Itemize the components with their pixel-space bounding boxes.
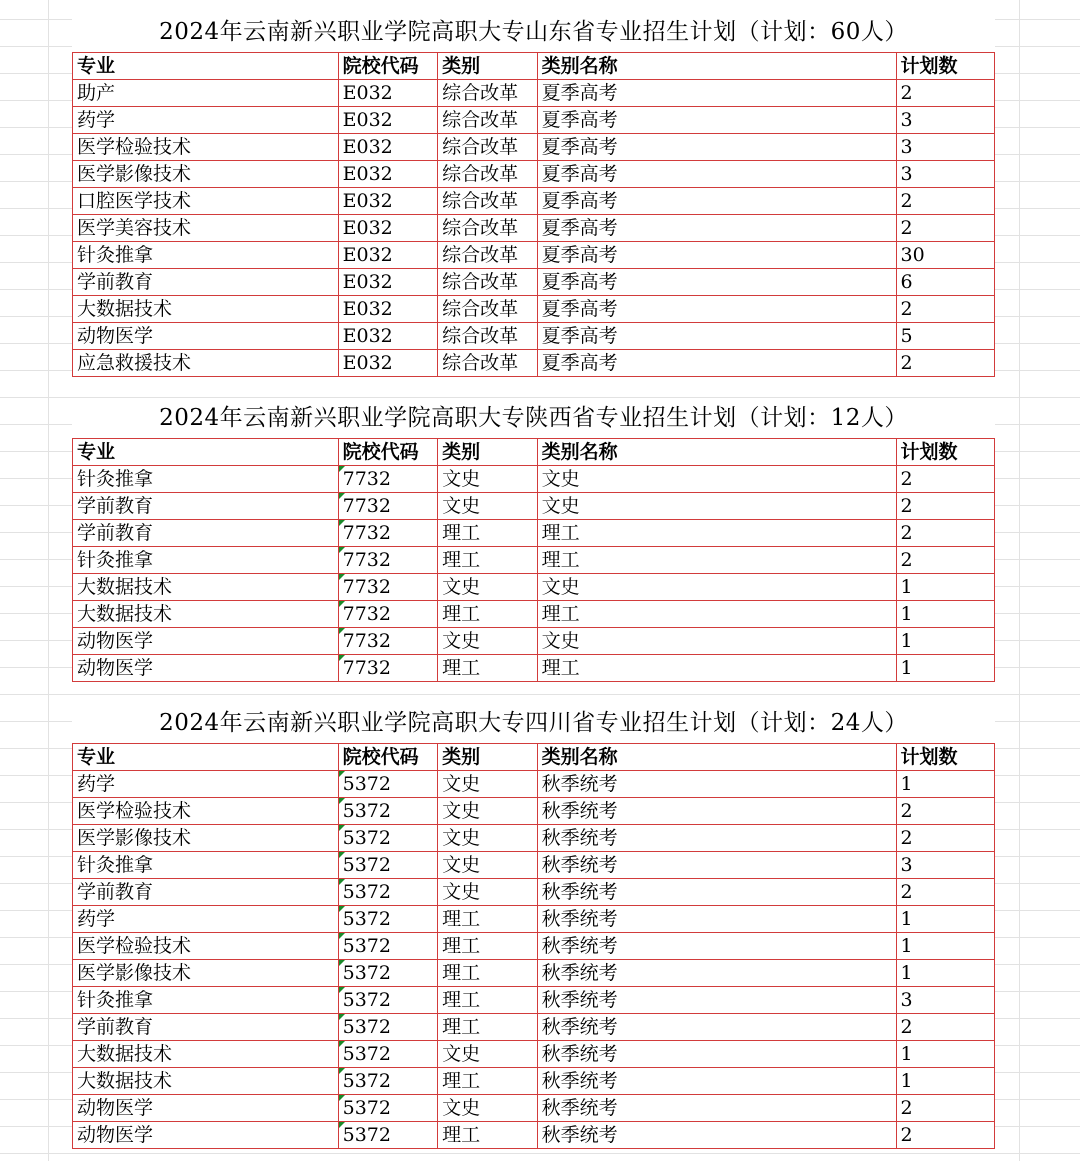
cell-code[interactable]: 5372 [338,771,437,798]
cell-code[interactable]: E032 [338,296,437,323]
cell-category[interactable]: 综合改革 [438,323,537,350]
cell-code[interactable]: E032 [338,80,437,107]
cell-code[interactable]: 5372 [338,933,437,960]
cell-category-name[interactable]: 夏季高考 [537,161,896,188]
cell-category-name[interactable]: 理工 [537,601,896,628]
table-row [73,906,995,933]
cell-count[interactable]: 1 [896,628,994,655]
cell-count[interactable]: 1 [896,960,994,987]
cell-count[interactable]: 2 [896,825,994,852]
table-row [73,628,995,655]
cell-count[interactable]: 2 [896,798,994,825]
cell-category-name[interactable]: 夏季高考 [537,80,896,107]
header-category[interactable]: 类别 [438,744,537,771]
cell-major[interactable]: 医学影像技术 [73,960,339,987]
grid-line [1019,0,1020,1161]
cell-category[interactable]: 理工 [438,1068,537,1095]
cell-category-name[interactable]: 理工 [537,547,896,574]
cell-code[interactable]: 7732 [338,520,437,547]
header-row [73,53,995,80]
table-row [73,242,995,269]
cell-count[interactable]: 2 [896,1095,994,1122]
table-row [73,574,995,601]
cell-category-name[interactable]: 秋季统考 [537,771,896,798]
cell-category[interactable]: 理工 [438,547,537,574]
table-row [73,161,995,188]
cell-count[interactable]: 2 [896,520,994,547]
cell-category[interactable]: 理工 [438,1014,537,1041]
cell-count[interactable]: 2 [896,296,994,323]
cell-category[interactable]: 综合改革 [438,296,537,323]
cell-code[interactable]: 5372 [338,1122,437,1149]
cell-category[interactable]: 文史 [438,1095,537,1122]
cell-category[interactable]: 文史 [438,798,537,825]
cell-category-name[interactable]: 夏季高考 [537,215,896,242]
table-row [73,933,995,960]
cell-category-name[interactable]: 秋季统考 [537,879,896,906]
cell-category-name[interactable]: 秋季统考 [537,1122,896,1149]
cell-category-name[interactable]: 夏季高考 [537,188,896,215]
cell-category[interactable]: 文史 [438,466,537,493]
cell-major[interactable]: 学前教育 [73,269,339,296]
cell-category[interactable]: 理工 [438,1122,537,1149]
header-major[interactable]: 专业 [73,744,339,771]
cell-code[interactable]: 7732 [338,574,437,601]
cell-major[interactable]: 动物医学 [73,628,339,655]
cell-code[interactable]: E032 [338,134,437,161]
cell-major[interactable]: 针灸推拿 [73,852,339,879]
cell-count[interactable]: 30 [896,242,994,269]
cell-category-name[interactable]: 文史 [537,628,896,655]
table-row [73,296,995,323]
table-row [73,350,995,377]
cell-category-name[interactable]: 秋季统考 [537,906,896,933]
cell-major[interactable]: 大数据技术 [73,1068,339,1095]
cell-category[interactable]: 综合改革 [438,269,537,296]
cell-category[interactable]: 综合改革 [438,188,537,215]
cell-count[interactable]: 2 [896,80,994,107]
table-row [73,323,995,350]
section-shaanxi [72,398,995,682]
cell-code[interactable]: 7732 [338,655,437,682]
cell-code[interactable]: 7732 [338,601,437,628]
cell-count[interactable]: 3 [896,852,994,879]
cell-category[interactable]: 文史 [438,1041,537,1068]
cell-code[interactable]: E032 [338,161,437,188]
cell-code[interactable]: 5372 [338,960,437,987]
cell-category-name[interactable]: 秋季统考 [537,1068,896,1095]
header-code[interactable]: 院校代码 [338,439,437,466]
cell-code[interactable]: 5372 [338,1014,437,1041]
cell-category-name[interactable]: 夏季高考 [537,242,896,269]
header-major[interactable]: 专业 [73,53,339,80]
cell-major[interactable]: 医学检验技术 [73,134,339,161]
table-row [73,798,995,825]
table-row [73,107,995,134]
table-row [73,1014,995,1041]
cell-count[interactable]: 1 [896,933,994,960]
table-row [73,601,995,628]
section-shandong [72,12,995,377]
cell-category[interactable]: 综合改革 [438,215,537,242]
cell-category-name[interactable]: 秋季统考 [537,1014,896,1041]
table-row [73,655,995,682]
cell-category-name[interactable]: 秋季统考 [537,987,896,1014]
cell-major[interactable]: 学前教育 [73,879,339,906]
table-row [73,1122,995,1149]
cell-major[interactable]: 学前教育 [73,1014,339,1041]
cell-category-name[interactable]: 夏季高考 [537,296,896,323]
grid-line [48,0,49,1161]
cell-code[interactable]: 5372 [338,1068,437,1095]
cell-count[interactable]: 3 [896,107,994,134]
cell-category-name[interactable]: 秋季统考 [537,852,896,879]
cell-count[interactable]: 1 [896,1041,994,1068]
header-code[interactable]: 院校代码 [338,744,437,771]
cell-category-name[interactable]: 夏季高考 [537,269,896,296]
table-row [73,134,995,161]
table-row [73,547,995,574]
header-code[interactable]: 院校代码 [338,53,437,80]
table-row [73,1095,995,1122]
cell-code[interactable]: 5372 [338,825,437,852]
cell-major[interactable]: 针灸推拿 [73,987,339,1014]
cell-category[interactable]: 理工 [438,520,537,547]
cell-count[interactable]: 2 [896,879,994,906]
cell-major[interactable]: 动物医学 [73,1095,339,1122]
cell-count[interactable]: 1 [896,601,994,628]
section-sichuan [72,703,995,1149]
cell-category-name[interactable]: 秋季统考 [537,933,896,960]
cell-category[interactable]: 文史 [438,574,537,601]
table-row [73,960,995,987]
table-row [73,215,995,242]
cell-major[interactable]: 大数据技术 [73,296,339,323]
cell-count[interactable]: 2 [896,493,994,520]
cell-category[interactable]: 文史 [438,771,537,798]
table-row [73,520,995,547]
plan-table [72,743,995,1149]
cell-category-name[interactable]: 夏季高考 [537,107,896,134]
cell-category[interactable]: 理工 [438,960,537,987]
cell-count[interactable]: 1 [896,771,994,798]
cell-count[interactable]: 6 [896,269,994,296]
cell-count[interactable]: 2 [896,1122,994,1149]
cell-count[interactable]: 3 [896,134,994,161]
section-title: 2024年云南新兴职业学院高职大专四川省专业招生计划（计划：24人） [72,703,995,743]
cell-code[interactable]: E032 [338,107,437,134]
header-category-name[interactable]: 类别名称 [537,439,896,466]
table-row [73,80,995,107]
plan-table [72,438,995,682]
cell-major[interactable]: 药学 [73,771,339,798]
cell-code[interactable]: 7732 [338,547,437,574]
cell-major[interactable]: 助产 [73,80,339,107]
cell-major[interactable]: 大数据技术 [73,1041,339,1068]
table-row [73,1041,995,1068]
cell-major[interactable]: 动物医学 [73,1122,339,1149]
cell-category[interactable]: 综合改革 [438,134,537,161]
cell-category-name[interactable]: 夏季高考 [537,134,896,161]
cell-code[interactable]: 5372 [338,852,437,879]
cell-code[interactable]: 7732 [338,466,437,493]
cell-count[interactable]: 2 [896,350,994,377]
cell-category[interactable]: 综合改革 [438,80,537,107]
cell-count[interactable]: 2 [896,466,994,493]
header-category[interactable]: 类别 [438,439,537,466]
cell-category[interactable]: 文史 [438,852,537,879]
table-row [73,466,995,493]
cell-code[interactable]: 5372 [338,879,437,906]
cell-category-name[interactable]: 夏季高考 [537,323,896,350]
header-category-name[interactable]: 类别名称 [537,744,896,771]
cell-code[interactable]: 5372 [338,987,437,1014]
cell-category-name[interactable]: 秋季统考 [537,960,896,987]
cell-category-name[interactable]: 秋季统考 [537,1095,896,1122]
cell-code[interactable]: 5372 [338,906,437,933]
cell-count[interactable]: 1 [896,574,994,601]
cell-major[interactable]: 医学检验技术 [73,933,339,960]
cell-major[interactable]: 医学影像技术 [73,825,339,852]
plan-table [72,52,995,377]
cell-code[interactable]: 5372 [338,798,437,825]
cell-count[interactable]: 3 [896,987,994,1014]
cell-major[interactable]: 口腔医学技术 [73,188,339,215]
header-row [73,744,995,771]
header-category[interactable]: 类别 [438,53,537,80]
cell-major[interactable]: 针灸推拿 [73,242,339,269]
header-count[interactable]: 计划数 [896,744,994,771]
cell-category[interactable]: 文史 [438,825,537,852]
cell-category[interactable]: 理工 [438,906,537,933]
cell-major[interactable]: 动物医学 [73,323,339,350]
cell-major[interactable]: 医学检验技术 [73,798,339,825]
table-row [73,1068,995,1095]
cell-code[interactable]: 5372 [338,1095,437,1122]
cell-category-name[interactable]: 理工 [537,520,896,547]
table-row [73,269,995,296]
cell-category[interactable]: 综合改革 [438,242,537,269]
cell-category[interactable]: 综合改革 [438,350,537,377]
cell-category[interactable]: 综合改革 [438,107,537,134]
table-row [73,771,995,798]
cell-category[interactable]: 综合改革 [438,161,537,188]
cell-category-name[interactable]: 秋季统考 [537,798,896,825]
cell-major[interactable]: 动物医学 [73,655,339,682]
cell-count[interactable]: 5 [896,323,994,350]
cell-category-name[interactable]: 秋季统考 [537,1041,896,1068]
cell-major[interactable]: 学前教育 [73,520,339,547]
cell-code[interactable]: E032 [338,215,437,242]
cell-category[interactable]: 文史 [438,493,537,520]
table-row [73,879,995,906]
cell-category[interactable]: 文史 [438,628,537,655]
cell-category-name[interactable]: 理工 [537,655,896,682]
section-title: 2024年云南新兴职业学院高职大专陕西省专业招生计划（计划：12人） [72,398,995,438]
cell-category[interactable]: 理工 [438,933,537,960]
table-row [73,852,995,879]
cell-count[interactable]: 2 [896,547,994,574]
cell-code[interactable]: E032 [338,269,437,296]
section-title: 2024年云南新兴职业学院高职大专山东省专业招生计划（计划：60人） [72,12,995,52]
cell-category-name[interactable]: 文史 [537,574,896,601]
cell-major[interactable]: 大数据技术 [73,601,339,628]
cell-major[interactable]: 学前教育 [73,493,339,520]
header-row [73,439,995,466]
cell-category-name[interactable]: 夏季高考 [537,350,896,377]
header-major[interactable]: 专业 [73,439,339,466]
cell-count[interactable]: 2 [896,1014,994,1041]
cell-major[interactable]: 药学 [73,107,339,134]
header-count[interactable]: 计划数 [896,439,994,466]
cell-major[interactable]: 应急救援技术 [73,350,339,377]
cell-category[interactable]: 理工 [438,601,537,628]
cell-major[interactable]: 针灸推拿 [73,547,339,574]
cell-category[interactable]: 理工 [438,655,537,682]
cell-code[interactable]: E032 [338,242,437,269]
header-category-name[interactable]: 类别名称 [537,53,896,80]
cell-major[interactable]: 药学 [73,906,339,933]
table-row [73,188,995,215]
header-count[interactable]: 计划数 [896,53,994,80]
cell-category[interactable]: 理工 [438,987,537,1014]
table-row [73,987,995,1014]
cell-category-name[interactable]: 文史 [537,466,896,493]
cell-count[interactable]: 2 [896,215,994,242]
cell-count[interactable]: 1 [896,655,994,682]
cell-code[interactable]: E032 [338,323,437,350]
table-row [73,493,995,520]
cell-count[interactable]: 1 [896,906,994,933]
cell-major[interactable]: 针灸推拿 [73,466,339,493]
cell-count[interactable]: 1 [896,1068,994,1095]
cell-count[interactable]: 2 [896,188,994,215]
cell-count[interactable]: 3 [896,161,994,188]
cell-category-name[interactable]: 秋季统考 [537,825,896,852]
table-row [73,825,995,852]
cell-code[interactable]: 7732 [338,493,437,520]
cell-code[interactable]: 5372 [338,1041,437,1068]
cell-major[interactable]: 医学影像技术 [73,161,339,188]
cell-category-name[interactable]: 文史 [537,493,896,520]
cell-category[interactable]: 文史 [438,879,537,906]
cell-code[interactable]: E032 [338,350,437,377]
cell-major[interactable]: 大数据技术 [73,574,339,601]
cell-code[interactable]: 7732 [338,628,437,655]
cell-major[interactable]: 医学美容技术 [73,215,339,242]
cell-code[interactable]: E032 [338,188,437,215]
